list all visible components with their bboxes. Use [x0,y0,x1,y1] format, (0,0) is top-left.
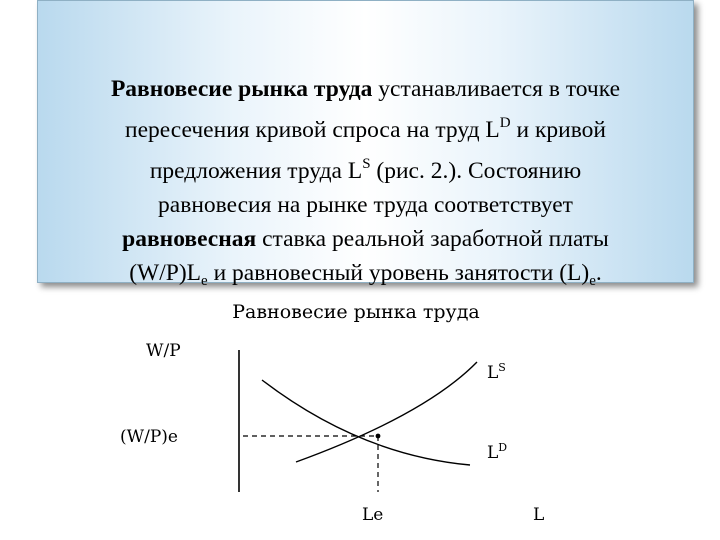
demand-curve-label: $L^D$ [487,441,508,463]
y-axis-label: W/P [146,341,181,361]
paragraph-line-6-mid: и равновесный уровень занятости (L) [207,260,590,286]
supply-superscript: S [362,156,371,172]
wage-subscript: e [201,273,208,289]
paragraph-line-6-end: . [595,260,602,286]
paragraph-line-2-end: и кривой [510,117,606,143]
paragraph-line-3-end: (рис. 2.). Состоянию [370,158,582,184]
equilibrium-point [376,434,381,439]
employment-subscript: e [589,273,596,289]
paragraph-line-1: устанавливается в точке [372,76,621,102]
equilibrium-quantity-label: Le [362,505,384,525]
paragraph-line-3: предложения труда L [149,158,363,184]
paragraph-line-2: пересечения кривой спроса на труд L [125,117,500,143]
demand-superscript: D [499,115,511,131]
equilibrium-wage-label: (W/P)e [120,427,178,447]
x-axis-label: L [533,505,545,525]
term-equilibrium: равновесная [122,226,257,252]
paragraph-line-6: (W/P)L [129,260,202,286]
term-labor-market-equilibrium: Равновесие рынка труда [110,76,373,102]
chart-title: Равновесие рынка труда [232,301,480,323]
supply-curve-label: $L^S$ [487,361,506,383]
paragraph-line-5: ставка реальной заработной платы [256,226,609,252]
paragraph-line-4: равновесия на рынке труда соответствует [158,192,573,218]
